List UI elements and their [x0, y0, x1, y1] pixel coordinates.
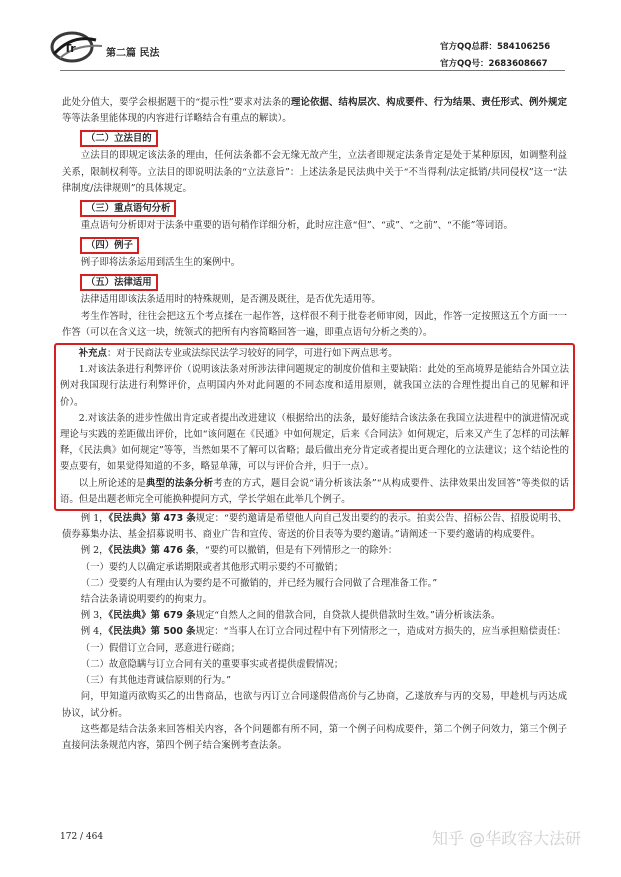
example-4-item-3: （三）有其他违背诚信原则的行为。”: [80, 675, 231, 687]
qq-group-number: 官方QQ总群：584106256: [440, 42, 551, 52]
supplement-point-1: 1.对该法条进行利弊评价（说明该法条对所涉法律问题规定的制度价值和主要缺陷：此处的至高境界是能结合外国立法例对我国现行法进行利弊评价，点明国内外对此问题的不同态度和适用原则，就我国立法的合理性提出自己的见解和评价）。: [60, 364, 569, 408]
heading-legislative-purpose: （二）立法目的: [80, 130, 158, 147]
example-2-item-2: （二）受要约人有理由认为要约是不可撤销的，并已经为履行合同做了合理准备工作。”: [80, 577, 438, 589]
example-4-case: 问，甲知道丙欲购买乙的出售商品，也欲与丙订立合同遂假借高价与乙协商，乙遂放弃与丙的交易，甲趁机与丙达成协议，试分析。: [62, 691, 567, 719]
heading-examples: （四）例子: [80, 237, 139, 254]
heading-legal-application: （五）法律适用: [80, 274, 158, 291]
intro-paragraph: 此处分值大，要学会根据题干的“提示性”要求对法条的理论依据、结构层次、构成要件、行为结果、责任形式、例外规定等等法条里能体现的内容进行详略结合有重点的解读）。: [62, 97, 567, 125]
example-2: 例 2，《民法典》第 476 条，“要约可以撤销，但是有下列情形之一的除外：: [80, 545, 398, 557]
key-sentence-paragraph: 重点语句分析即对于法条中重要的语句稍作详细分析，此时应注意“但”、“或”、“之前”、“不能”等词语。: [80, 220, 513, 232]
example-2-question: 结合法条请说明要约的拘束力。: [80, 594, 213, 606]
legal-application-paragraph: 法律适用即该法条适用时的特殊规则，是否溯及既往，是否优先适用等。: [80, 294, 381, 306]
legislative-purpose-paragraph: 立法目的即规定该法条的理由，任何法条都不会无缘无故产生，立法者即规定法条肯定是处于某种原因，如调整利益关系，限制权利等。立法目的即说明法条的“立法意旨”：上述法条是民法典中关于“不当得利/法定抵销/共同侵权”这一“法律制度/法律规则”的具体规定。: [62, 150, 567, 194]
watermark-text: 知乎 @华政容大法研: [432, 829, 582, 848]
answer-advice-paragraph: 考生作答时，往往会把这五个考点揉在一起作答，这样很不利于批卷老师审阅，因此，作答一定按照这五个方面一一作答（可以在含义这一块，统领式的把所有内容简略回答一遍，即重点语句分析之类的）。: [62, 310, 567, 338]
brand-logo-icon: [50, 30, 106, 64]
supplement-conclusion: 以上所论述的是典型的法条分析考查的方式，题目会说“请分析该法条”“从构成要件、法律效果出发回答”等类似的话语。但是出题老师完全可能换种提问方式，学长学姐在此举几个例子。: [60, 477, 569, 505]
heading-key-sentence-analysis: （三）重点语句分析: [80, 200, 176, 217]
header-divider: [60, 70, 565, 71]
example-4: 例 4，《民法典》第 500 条规定：“当事人在订立合同过程中有下列情形之一，造成对方损失的，应当承担赔偿责任：: [80, 626, 566, 638]
example-3: 例 3，《民法典》第 679 条规定“自然人之间的借款合同，自贷款人提供借款时生效。”请分析该法条。: [80, 610, 501, 622]
page-header: [0, 0, 621, 76]
supplement-point-2: 2.对该法条的进步性做出肯定或者提出改进建议（根据给出的法条，最好能结合该法条在我国立法进程中的演进情况或理论与实践的差距做出评价，比如“该问题在《民通》中如何规定，后来《合同法》如何规定，后来又产生了怎样的司法解释，《民法典》如何规定”等等，当然如果不了解可以省略；最后做出充分肯定或者提出更合理化的立法建议；这个结论性的要点要有，如果觉得知道的不多，略显单薄，可以与评价合并，归于一点）。: [60, 412, 569, 473]
page-number: 172 / 464: [60, 832, 104, 842]
example-2-item-1: （一）要约人以确定承诺期限或者其他形式明示要约不可撤销；: [80, 561, 344, 573]
examples-summary: 这些都是结合法条来回答相关内容，各个问题都有所不同，第一个例子问构成要件，第二个例子问效力，第三个例子直接问法条规范内容，第四个例子结合案例考查法条。: [62, 723, 567, 751]
examples-paragraph: 例子即将法条运用到活生生的案例中。: [80, 257, 241, 269]
supplement-box: [54, 343, 575, 511]
example-1: 例 1，《民法典》第 473 条规定：“要约邀请是希望他人向自己发出要约的表示。拍卖公告、招标公告、招股说明书、债券募集办法、基金招募说明书、商业广告和宣传、寄送的价目表等为要约邀请。”请阐述一下要约邀请的构成要件。: [62, 513, 568, 541]
example-4-item-1: （一）假借订立合同，恶意进行磋商；: [80, 642, 241, 654]
example-4-item-2: （二）故意隐瞒与订立合同有关的重要事实或者提供虚假情况；: [80, 658, 344, 670]
chapter-title: 第二篇 民法: [106, 48, 160, 59]
supplement-intro: 补充点：对于民商法专业或法综民法学习较好的同学，可进行如下两点思考。: [78, 348, 398, 360]
svg-text:Tr: Tr: [64, 42, 76, 55]
qq-account-number: 官方QQ号：2683608667: [440, 59, 548, 69]
page-content: [62, 95, 567, 754]
